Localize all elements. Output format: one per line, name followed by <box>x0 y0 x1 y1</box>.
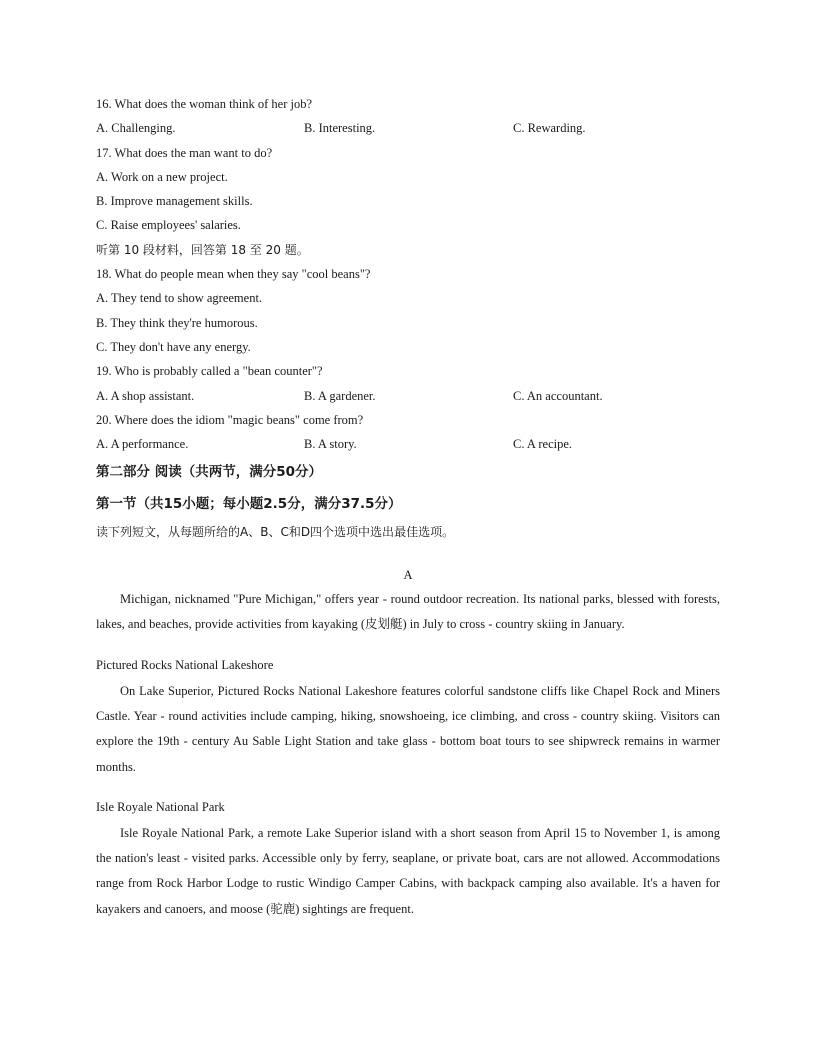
question-20: 20. Where does the idiom "magic beans" come from? <box>96 412 364 427</box>
question-16: 16. What does the woman think of her job? <box>96 97 313 111</box>
option-b: B. They think they're humorous. <box>96 315 258 330</box>
option-a: A. Challenging. <box>96 121 176 136</box>
option-c: C. Raise employees' salaries. <box>96 218 241 233</box>
passage-label: A <box>403 567 413 582</box>
part-heading: 第二部分 阅读（共两节，满分50分） <box>96 464 322 481</box>
section-title: Pictured Rocks National Lakeshore <box>96 657 274 672</box>
option-b: B. A story. <box>304 437 357 452</box>
option-c: C. A recipe. <box>513 437 573 452</box>
option-a: A. A performance. <box>96 437 189 452</box>
section-body: On Lake Superior, Pictured Rocks National Lakeshore features colorful sandstone cliffs like Chapel Rock and Miners Castle. Year - round activities include camping, hiking, snowshoeing, ice climbing, and cross - country skiing. Visitors can explore the 19th - century Au Sable Light Station and take glass - bottom boat tours to see shipwreck remains in warmer months. <box>96 683 720 774</box>
section-heading: 第一节（共15小题；每小题2.5分，满分37.5分） <box>96 496 402 513</box>
question-19-options <box>96 384 720 408</box>
passage-intro: Michigan, nicknamed "Pure Michigan," offers year - round outdoor recreation. Its national parks, blessed with forests, lakes, and beaches, provide activities from kayaking (皮划艇) in July to cross - country skiing in January. <box>96 592 720 632</box>
question-17: 17. What does the man want to do? <box>96 145 273 160</box>
question-19: 19. Who is probably called a "bean counter"? <box>96 364 323 379</box>
reading-instruction: 读下列短文，从每题所给的A、B、C和D四个选项中选出最佳选项。 <box>96 525 455 540</box>
option-b: B. Interesting. <box>304 121 376 136</box>
section-body: Isle Royale National Park, a remote Lake Superior island with a short season from April 15 to November 1, is among the nation's least - visited parks. Accessible only by ferry, seaplane, or private boat, cars are not allowed. Accommodations range from Rock Harbor Lodge to rustic Windigo Camper Cabins, with backpack camping also available. It's a haven for kayakers and canoers, and moose (驼鹿) sightings are frequent. <box>96 825 720 916</box>
option-c: C. They don't have any energy. <box>96 339 251 354</box>
section-10-instruction: 听第 10 段材料，回答第 18 至 20 题。 <box>96 242 309 257</box>
question-18: 18. What do people mean when they say "cool beans"? <box>96 267 371 282</box>
option-b: B. A gardener. <box>304 388 376 403</box>
question-20-options <box>96 432 720 456</box>
option-c: C. Rewarding. <box>513 121 586 136</box>
option-a: A. They tend to show agreement. <box>96 291 263 306</box>
option-a: A. Work on a new project. <box>96 169 228 184</box>
option-b: B. Improve management skills. <box>96 194 253 209</box>
option-c: C. An accountant. <box>513 388 603 403</box>
option-a: A. A shop assistant. <box>96 388 195 403</box>
section-title: Isle Royale National Park <box>96 799 225 814</box>
question-16-options <box>96 116 720 140</box>
exam-page <box>96 92 720 922</box>
